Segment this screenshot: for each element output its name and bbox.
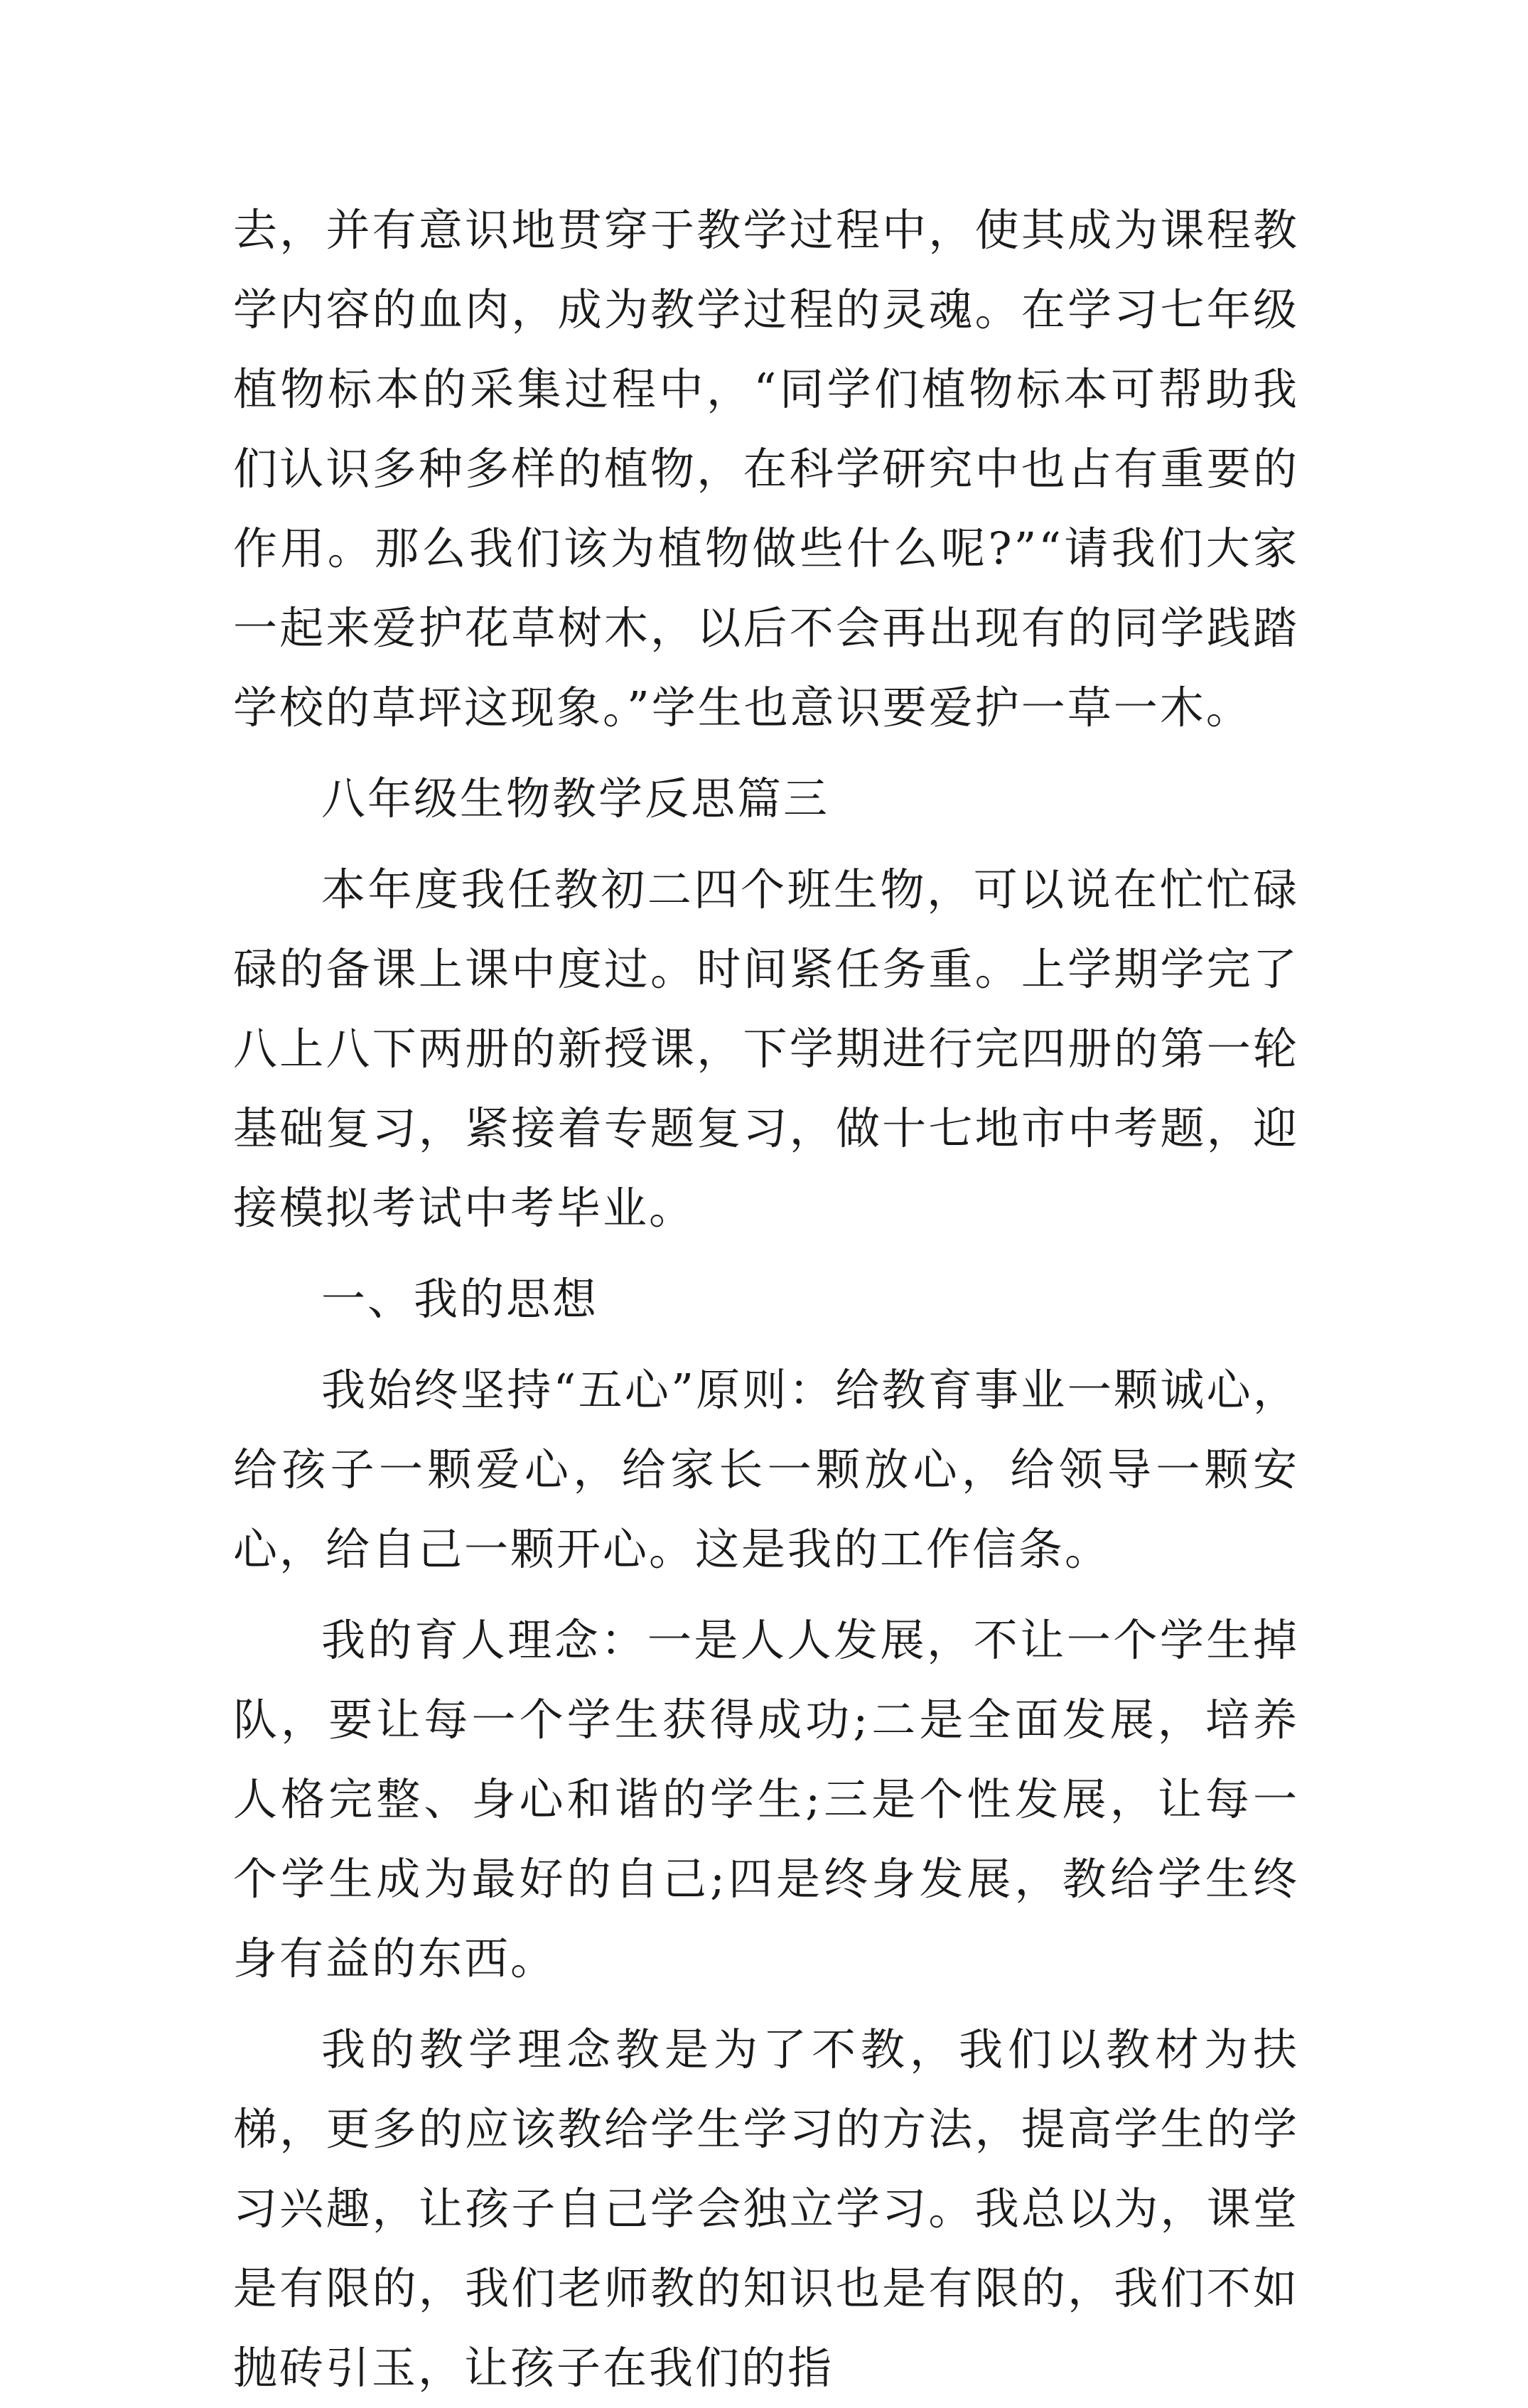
paragraph-five-hearts: 我始终坚持“五心”原则：给教育事业一颗诚心，给孩子一颗爱心，给家长一颗放心，给领导一颗安心，给自己一颗开心。这是我的工作信条。 [233,1364,1299,1575]
paragraph-teaching-year: 本年度我任教初二四个班生物，可以说在忙忙碌碌的备课上课中度过。时间紧任务重。上学期学完了八上八下两册的新授课，下学期进行完四册的第一轮基础复习，紧接着专题复习，做十七地市中考题，迎接模拟考试中考毕业。 [233,864,1299,1234]
document-page [233,190,1299,2408]
paragraph-educating-philosophy: 我的育人理念：一是人人发展，不让一个学生掉队，要让每一个学生获得成功;二是全面发展，培养人格完整、身心和谐的学生;三是个性发展，让每一个学生成为最好的自己;四是终身发展，教给学生终身有益的东西。 [233,1614,1299,1984]
paragraph-teaching-philosophy: 我的教学理念教是为了不教，我们以教材为扶梯，更多的应该教给学生学习的方法，提高学生的学习兴趣，让孩子自己学会独立学习。我总以为，课堂是有限的，我们老师教的知识也是有限的，我们不如抛砖引玉，让孩子在我们的指 [233,2023,1299,2394]
paragraph-continuation: 去，并有意识地贯穿于教学过程中，使其成为课程教学内容的血肉，成为教学过程的灵魂。在学习七年级植物标本的采集过程中，“同学们植物标本可帮助我们认识多种多样的植物，在科学研究中也占有重要的作用。那么我们该为植物做些什么呢?”“请我们大家一起来爱护花草树木，以后不会再出现有的同学践踏学校的草坪这现象。”学生也意识要爱护一草一木。 [233,204,1299,733]
section-heading-reflection-3: 八年级生物教学反思篇三 [321,773,830,824]
section-heading-my-thoughts: 一、我的思想 [321,1273,599,1325]
